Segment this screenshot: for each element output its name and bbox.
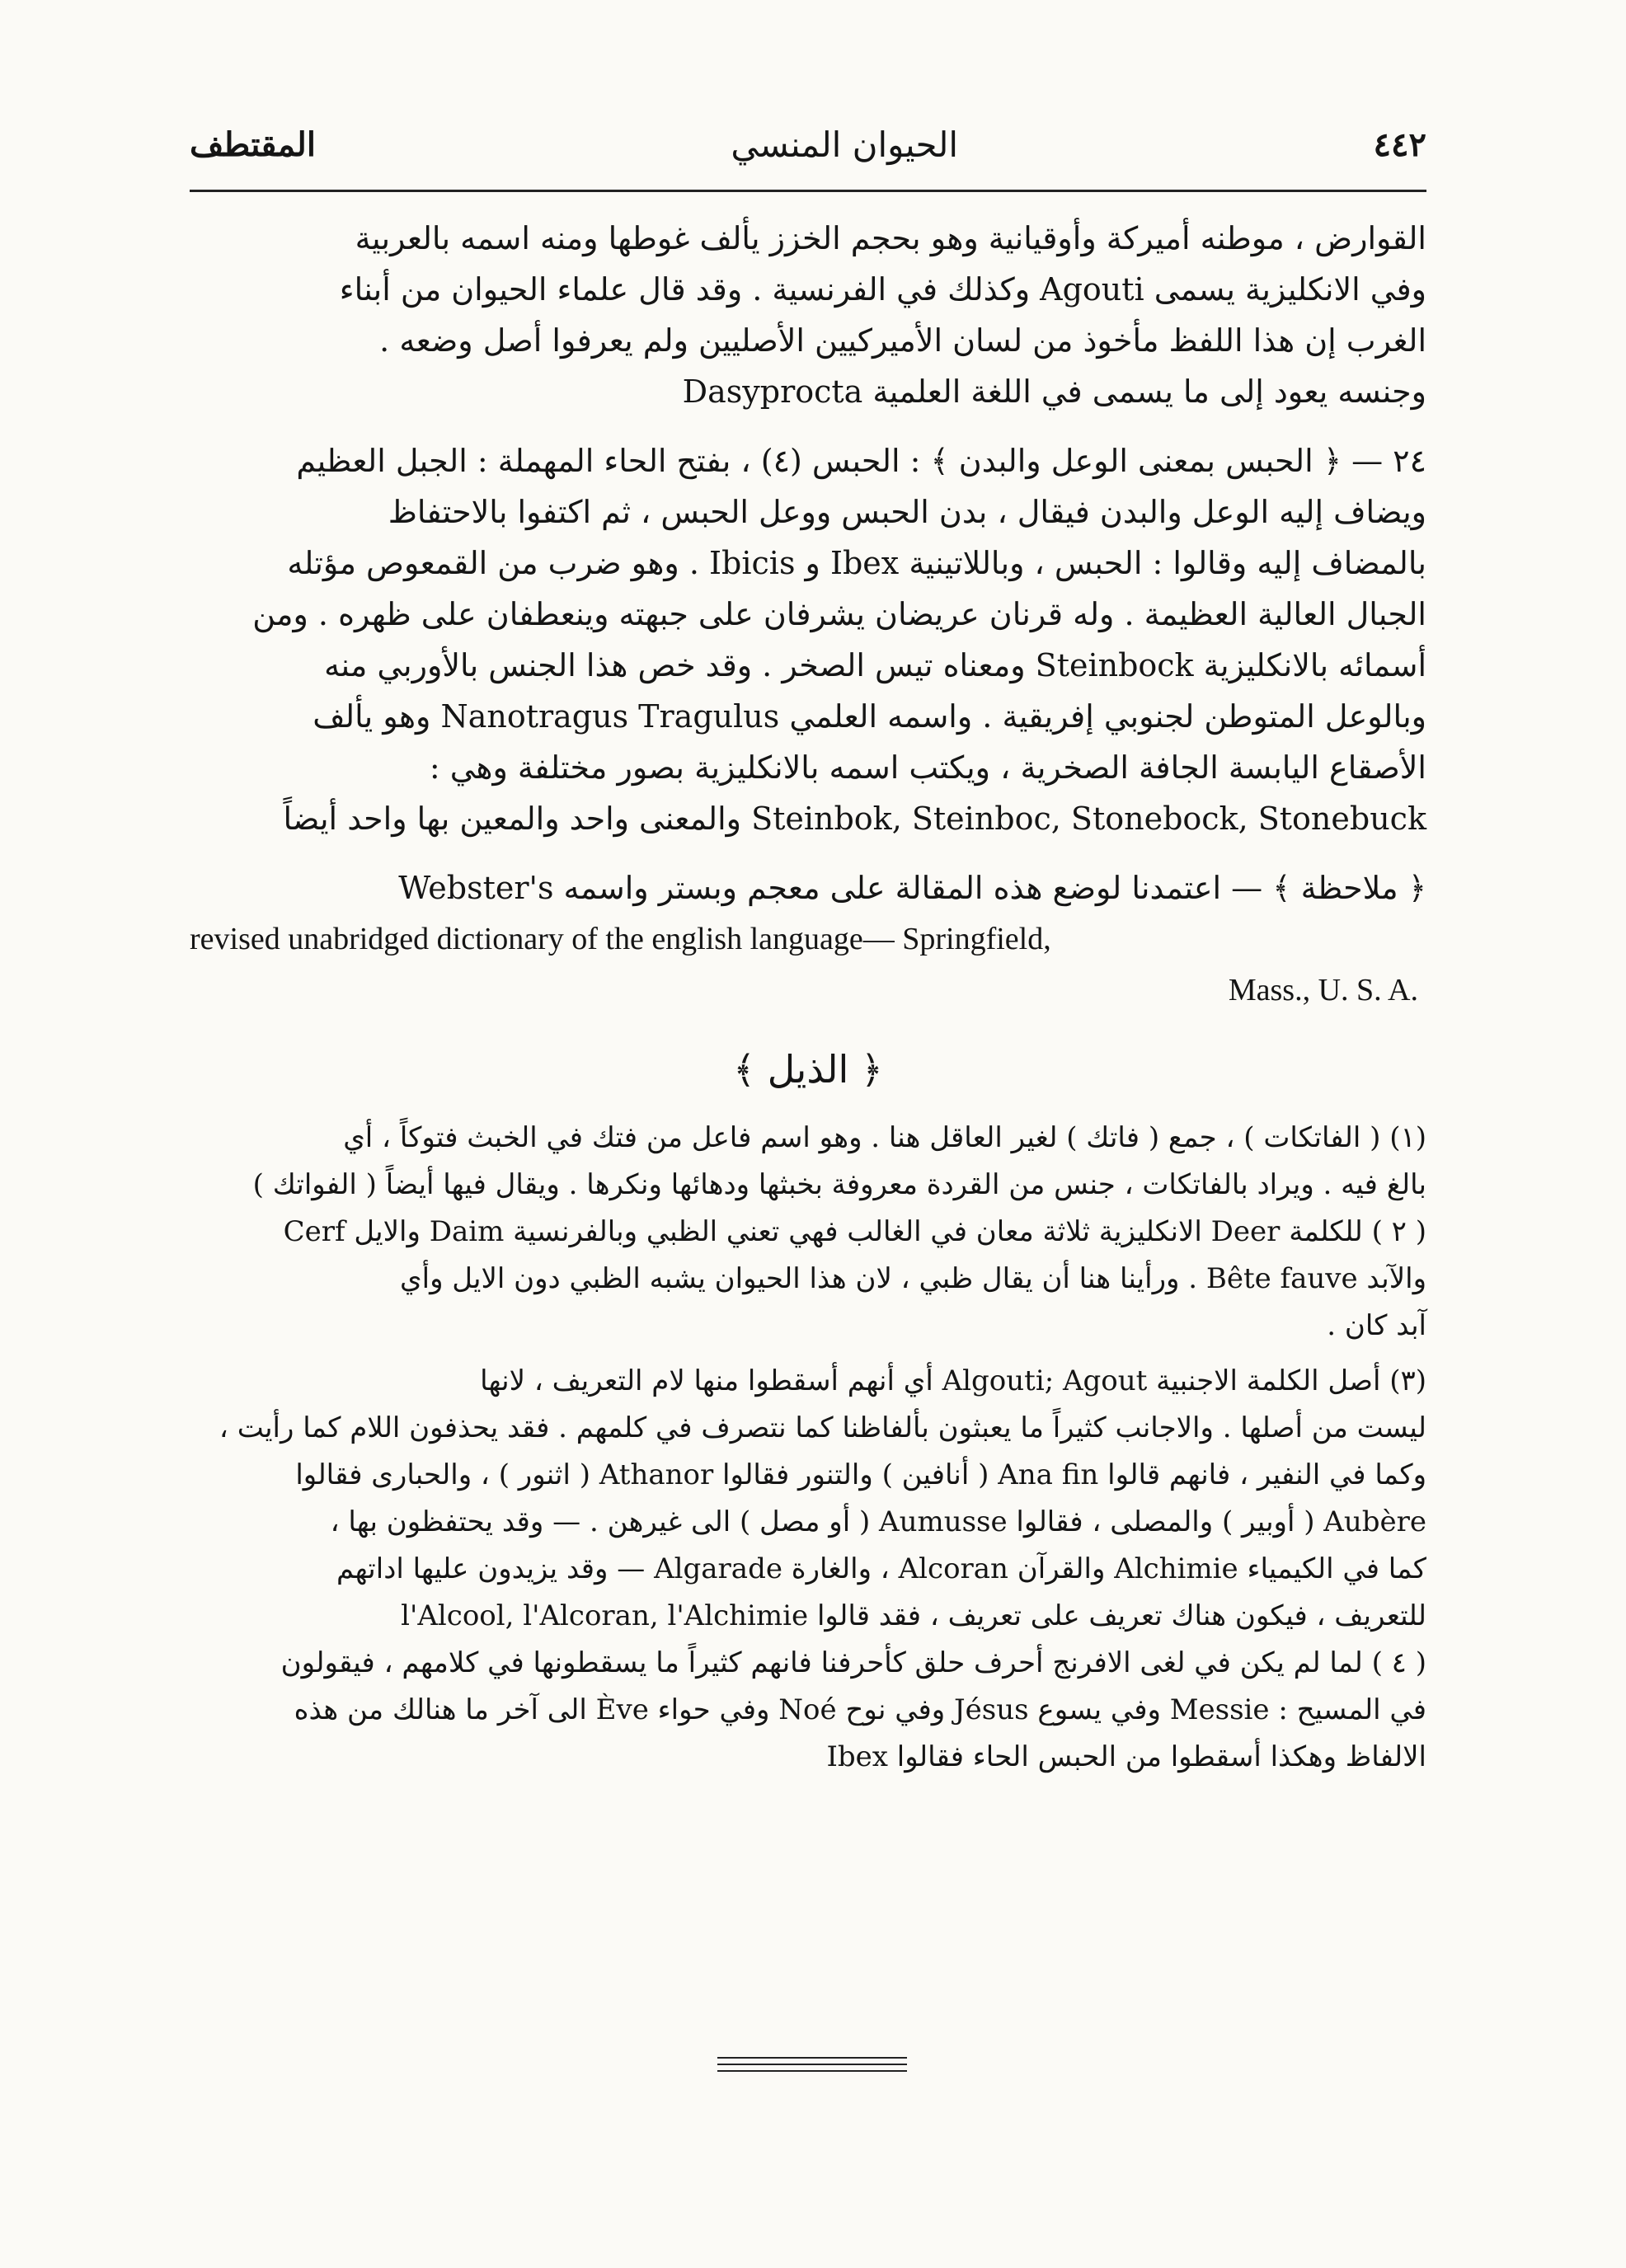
footnote-line: آبد كان .: [1327, 1309, 1426, 1342]
text-line: وجنسه يعود إلى ما يسمى في اللغة العلمية Dasyprocta: [682, 373, 1426, 410]
text-line: أسمائه بالانكليزية Steinbock ومعناه تيس الصخر . وقد خص هذا الجنس بالأوربي منه: [324, 647, 1426, 683]
footnote-line: كما في الكيمياء Alchimie والقرآن Alcoran ، والغارة Algarade — وقد يزيدون عليها اداتهم: [336, 1552, 1426, 1585]
footnote-line: والآبد Bête fauve . ورأينا هنا أن يقال ظبي ، لان هذا الحيوان يشبه الظبي دون الايل وأي: [400, 1262, 1426, 1295]
text-line: وفي الانكليزية يسمى Agouti وكذلك في الفرنسية . وقد قال علماء الحيوان من أبناء: [339, 271, 1426, 308]
footnote-line: للتعريف ، فيكون هناك تعريف على تعريف ، فقد قالوا l'Alcool, l'Alcoran, l'Alchimie: [401, 1599, 1426, 1632]
text-line: بالمضاف إليه وقالوا : الحبس ، وباللاتينية Ibex و Ibicis . وهو ضرب من القمعوص مؤتله: [287, 545, 1426, 581]
article-body: [190, 213, 1426, 1781]
text-line: ويضاف إليه الوعل والبدن فيقال ، بدن الحبس ووعل الحبس ، ثم اكتفوا بالاحتفاظ: [388, 494, 1426, 530]
bottom-rule: [717, 2057, 907, 2059]
text-line: القوارض ، موطنه أميركة وأوقيانية وهو بحجم الخزز يألف غوطها ومنه اسمه بالعربية: [355, 220, 1426, 256]
english-line: Mass., U. S. A.: [1228, 973, 1418, 1007]
bottom-rule: [717, 2064, 907, 2065]
paragraph-ibex: [190, 435, 1426, 844]
header-divider: [190, 190, 1426, 192]
page-title: الحيوان المنسي: [731, 124, 959, 165]
footnote-line: بالغ فيه . ويراد بالفاتكات ، جنس من القردة معروفة بخبثها ودهائها ونكرها . ويقال فيها أيضاً ( الفواتك ): [252, 1168, 1426, 1201]
page-number: ٤٤٢: [1373, 124, 1426, 164]
footnote-line: (٣) أصل الكلمة الاجنبية Algouti; Agout أي أنهم أسقطوا منها لام التعريف ، لانها: [480, 1364, 1426, 1397]
page-header: [190, 115, 1426, 173]
footnote-line: Aubère ( أوبير ) والمصلى ، فقالوا Aumusse ( أو مصل ) الى غيرهن . — وقد يحتفظون بها ،: [330, 1505, 1426, 1538]
footnote-line: في المسيح : Messie وفي يسوع Jésus وفي نوح Noé وفي حواء Ève الى آخر ما هنالك من هذه: [294, 1693, 1426, 1726]
text-line: الجبال العالية العظيمة . وله قرنان عريضان يشرفان على جبهته وينعطفان على ظهره . ومن: [252, 596, 1426, 632]
text-line: ﴿ ملاحظة ﴾ — اعتمدنا لوضع هذه المقالة على معجم وبستر واسمه Webster's: [398, 870, 1426, 906]
footnote-line: وكما في النفير ، فانهم قالوا Ana fin ( أنافين ) والتنور فقالوا Athanor ( اثنور ) ، والحبارى فقالوا: [295, 1458, 1426, 1491]
journal-name: المقتطف: [190, 124, 316, 164]
appendix-heading: ﴿ الذيل ﴾: [733, 1047, 883, 1092]
appendix-notes: [190, 1115, 1426, 1781]
footnote-line: الالفاظ وهكذا أسقطوا من الحبس الحاء فقالوا Ibex: [826, 1740, 1426, 1773]
footnote-line: ( ٢ ) للكلمة Deer الانكليزية ثلاثة معان في الغالب فهي تعني الظبي وبالفرنسية Daim والايل Cerf: [283, 1215, 1426, 1248]
footnote-line: ( ٤ ) لما لم يكن في لغى الافرنج أحرف حلق كأحرفنا فانهم كثيراً ما يسقطونها في كلامهم ، فيقولون: [280, 1646, 1426, 1679]
english-line: revised unabridged dictionary of the english language— Springfield,: [190, 922, 1051, 956]
paragraph-note: [190, 862, 1426, 1016]
footnote-line: (١) ( الفاتكات ) ، جمع ( فاتك ) لغير العاقل هنا . وهو اسم فاعل من فتك في الخبث فتوكاً ، أي: [343, 1121, 1426, 1154]
text-line: ٢٤ — ﴿ الحبس بمعنى الوعل والبدن ﴾ : الحبس (٤) ، بفتح الحاء المهملة : الجبل العظيم: [296, 443, 1426, 479]
text-line: الغرب إن هذا اللفظ مأخوذ من لسان الأميركيين الأصليين ولم يعرفوا أصل وضعه .: [379, 322, 1426, 359]
paragraph-agouti: [190, 213, 1426, 417]
text-line: وبالوعل المتوطن لجنوبي إفريقية . واسمه العلمي Nanotragus Tragulus وهو يألف: [313, 698, 1426, 735]
bottom-rule: [717, 2070, 907, 2072]
text-line: الأصقاع اليابسة الجافة الصخرية ، ويكتب اسمه بالانكليزية بصور مختلفة وهي :: [429, 749, 1426, 786]
text-line: Steinbok, Steinboc, Stonebock, Stonebuck والمعنى واحد والمعين بها واحد أيضاً: [283, 801, 1426, 837]
footnote-line: ليست من أصلها . والاجانب كثيراً ما يعبثون بألفاظنا كما نتصرف في كلمهم . فقد يحذفون اللام كما رأيت ،: [219, 1411, 1426, 1444]
